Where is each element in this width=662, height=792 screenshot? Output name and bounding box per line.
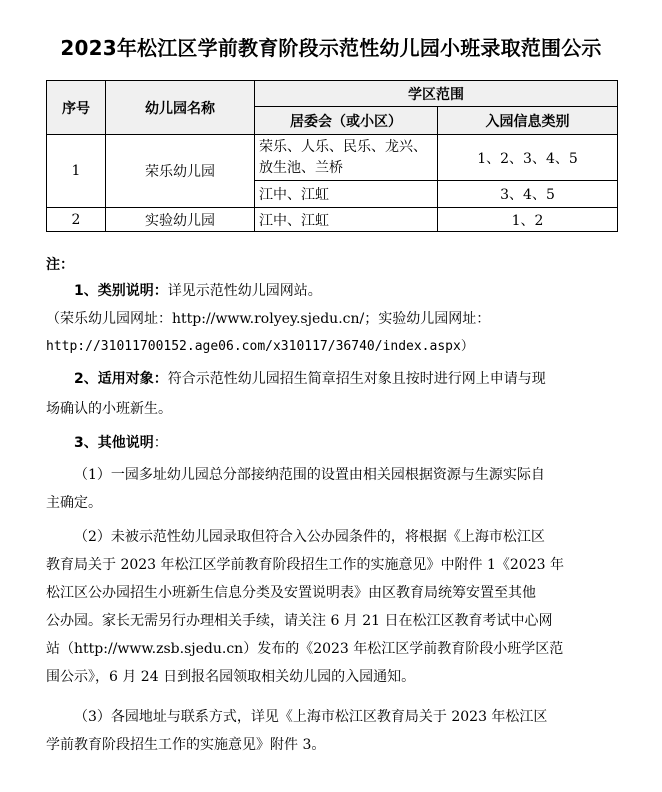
note-2-text-line1: 符合示范性幼儿园招生简章招生对象且按时进行网上申请与现 (167, 371, 546, 387)
header-category: 入园信息类别 (438, 107, 618, 135)
page-title: 2023年松江区学前教育阶段示范性幼儿园小班录取范围公示 (60, 36, 602, 60)
para-2-line6: 围公示》，6 月 24 日到报名园领取相关幼儿园的入园通知。 (46, 669, 416, 685)
para-2-line2: 教育局关于 2023 年松江区学前教育阶段招生工作的实施意见》中附件 1《2023 年 (46, 557, 564, 573)
note-1-urls-line1: （荣乐幼儿园网址：http://www.rolyey.sjedu.cn/；实验幼儿园网址： (46, 311, 491, 327)
row1-seq: 1 (47, 135, 106, 208)
row2-seq: 2 (47, 208, 106, 232)
row1-committee-line2: 放生池、兰桥 (259, 159, 343, 176)
note-2-text-line2: 场确认的小班新生。 (46, 401, 172, 417)
para-2-line5: 站（http://www.zsb.sjedu.cn）发布的《2023 年松江区学前教育阶段小班学区范 (46, 641, 564, 657)
row2-name: 实验幼儿园 (106, 208, 255, 232)
row2-category: 1、2 (438, 208, 618, 232)
header-seq: 序号 (47, 81, 106, 135)
row1b-category: 3、4、5 (438, 181, 618, 208)
para-2-line1: （2）未被示范性幼儿园录取但符合入公办园条件的，将根据《上海市松江区 (74, 529, 545, 545)
note-1-text: 详见示范性幼儿园网站。 (167, 283, 322, 299)
header-committee: 居委会（或小区） (255, 107, 438, 135)
admission-table (46, 80, 618, 232)
header-kindergarten-name: 幼儿园名称 (106, 81, 255, 135)
para-3-line2: 学前教育阶段招生工作的实施意见》附件 3。 (46, 737, 326, 753)
para-3-line1: （3）各园地址与联系方式，详见《上海市松江区教育局关于 2023 年松江区 (74, 709, 548, 725)
note-1-urls-line2: http://31011700152.age06.com/x310117/36740/index.aspx） (46, 339, 474, 354)
header-district: 学区范围 (255, 81, 618, 107)
row1-committee-line1: 荣乐、人乐、民乐、龙兴、 (259, 138, 427, 155)
notes-heading: 注： (46, 257, 74, 273)
para-2-line4: 公办园。家长无需另行办理相关手续，请关注 6 月 21 日在松江区教育考试中心网 (46, 613, 553, 629)
para-2-line3: 松江区公办园招生小班新生信息分类及安置说明表》由区教育局统筹安置至其他 (46, 585, 536, 601)
para-1-line1: （1）一园多址幼儿园总分部接纳范围的设置由相关园根据资源与生源实际自 (74, 467, 545, 483)
row1-name: 荣乐幼儿园 (106, 135, 255, 208)
row1b-committee: 江中、江虹 (255, 181, 438, 208)
para-1-line2: 主确定。 (46, 495, 102, 511)
note-3 (74, 430, 168, 456)
note-1-label: 1、类别说明： (74, 283, 168, 299)
note-1 (74, 278, 322, 304)
note-2-label: 2、适用对象： (74, 371, 168, 387)
note-3-colon: ： (153, 435, 168, 451)
row1-committee (255, 135, 438, 181)
note-3-label: 3、其他说明 (74, 435, 154, 451)
row2-committee: 江中、江虹 (255, 208, 438, 232)
note-2 (74, 366, 546, 392)
row1-category: 1、2、3、4、5 (438, 135, 618, 181)
